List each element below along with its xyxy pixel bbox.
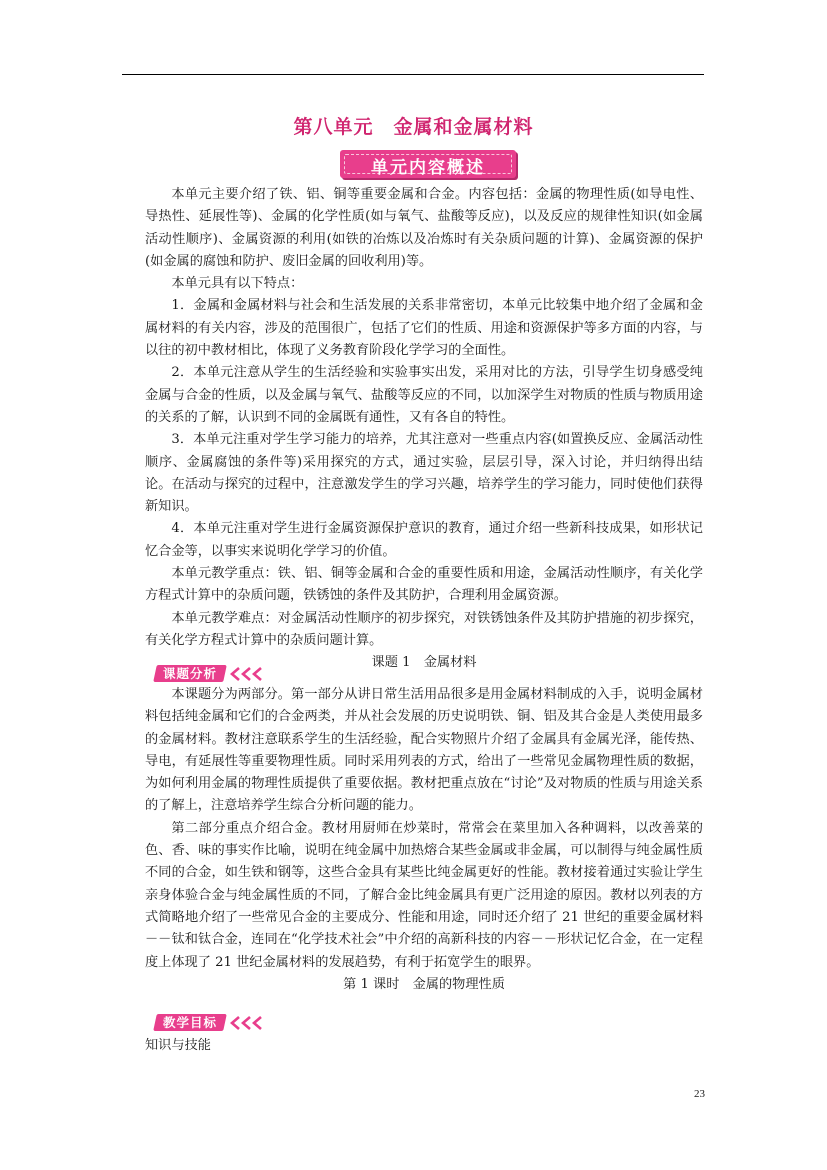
page-number: 23 <box>694 1088 705 1100</box>
objective-label: 知识与技能 <box>145 1038 211 1053</box>
paragraph: 本课题分为两部分。第一部分从讲日常生活用品很多是用金属材料制成的入手，说明金属材料包括纯金属和它们的合金两类，并从社会发展的历史说明铁、铜、铝及其合金是人类使用最多的金属材料。教材注意联系学生的生活经验，配合实物照片介绍了金属具有金属光泽，能传热、导电，有延展性等重要物理性质。同时采用列表的方式，给出了一些常见金属物理性质的数据，为如何利用金属的物理性质提供了重要依据。教材把重点放在“讨论”及对物质的性质与用途关系的了解上，注意培养学生综合分析问题的能力。 <box>145 687 703 814</box>
chevron-left-icon <box>229 666 271 682</box>
paragraph: 本单元具有以下特点： <box>171 276 304 292</box>
topic-tag <box>155 664 271 683</box>
unit-title: 第八单元 金属和金属材料 <box>293 116 534 138</box>
lesson-title: 第 1 课时 金属的物理性质 <box>343 976 505 992</box>
chevron-left-icon <box>229 1015 271 1031</box>
topic-tag-label: 课题分析 <box>163 666 218 681</box>
lesson-tag-label: 教学目标 <box>163 1015 218 1030</box>
paragraph: 4．本单元注重对学生进行金属资源保护意识的教育，通过介绍一些新科技成果，如形状记忆合金等，以事实来说明化学学习的价值。 <box>145 521 703 559</box>
header-rule <box>122 74 704 75</box>
paragraph: 2．本单元注意从学生的生活经验和实验事实出发，采用对比的方法，引导学生切身感受纯金属与合金的性质，以及金属与氧气、盐酸等反应的不同，以加深学生对物质的性质与物质用途的关系的了解，认识到不同的金属既有通性，又有各自的特性。 <box>145 365 703 425</box>
overview-section <box>145 184 703 675</box>
section-banner <box>340 150 516 178</box>
paragraph: 本单元教学难点：对金属活动性顺序的初步探究，对铁锈蚀条件及其防护措施的初步探究，有关化学方程式计算中的杂质问题计算。 <box>145 610 703 648</box>
paragraph: 3．本单元注重对学生学习能力的培养，尤其注意对一些重点内容(如置换反应、金属活动性顺序、金属腐蚀的条件等)采用探究的方式，通过实验，层层引导，深入讨论，并归纳得出结论。在活动与探究的过程中，注意激发学生的学习兴趣，培养学生的学习能力，同时使他们获得新知识。 <box>145 432 703 515</box>
paragraph: 第二部分重点介绍合金。教材用厨师在炒菜时，常常会在菜里加入各种调料，以改善菜的色、香、味的事实作比喻，说明在纯金属中加热熔合某些金属或非金属，可以制得与纯金属性质不同的合金，如生铁和钢等，这些合金具有某些比纯金属更好的性能。教材接着通过实验让学生亲身体验合金与纯金属性质的不同，了解合金比纯金属具有更广泛用途的原因。教材以列表的方式简略地介绍了一些常见合金的主要成分、性能和用途，同时还介绍了 21 世纪的重要金属材料－－钛和钛合金，连同在“化学技术社会”中介绍的高新科技的内容－－形状记忆合金，在一定程度上体现了 21 世纪金属材料的发展趋势，有利于拓宽学生的眼界。 <box>145 820 703 970</box>
lesson-tag <box>155 1013 271 1032</box>
paragraph: 本单元教学重点：铁、铝、铜等金属和合金的重要性质和用途，金属活动性顺序，有关化学方程式计算中的杂质问题，铁锈蚀的条件及其防护，合理利用金属资源。 <box>145 566 703 604</box>
banner-label: 单元内容概述 <box>371 158 485 178</box>
paragraph: 1．金属和金属材料与社会和生活发展的关系非常密切，本单元比较集中地介绍了金属和金属材料的有关内容，涉及的范围很广，包括了它们的性质、用途和资源保护等多方面的内容，与以往的初中教材相比，体现了义务教育阶段化学学习的全面性。 <box>145 298 703 359</box>
topic-title: 课题 1 金属材料 <box>371 655 477 671</box>
paragraph: 本单元主要介绍了铁、铝、铜等重要金属和合金。内容包括：金属的物理性质(如导电性、导热性、延展性等)、金属的化学性质(如与氧气、盐酸等反应)，以及反应的规律性知识(如金属活动性顺序)、金属资源的利用(如铁的冶炼以及冶炼时有关杂质问题的计算)、金属资源的保护(如金属的腐蚀和防护、废旧金属的回收利用)等。 <box>145 187 703 269</box>
topic-analysis <box>145 684 703 996</box>
